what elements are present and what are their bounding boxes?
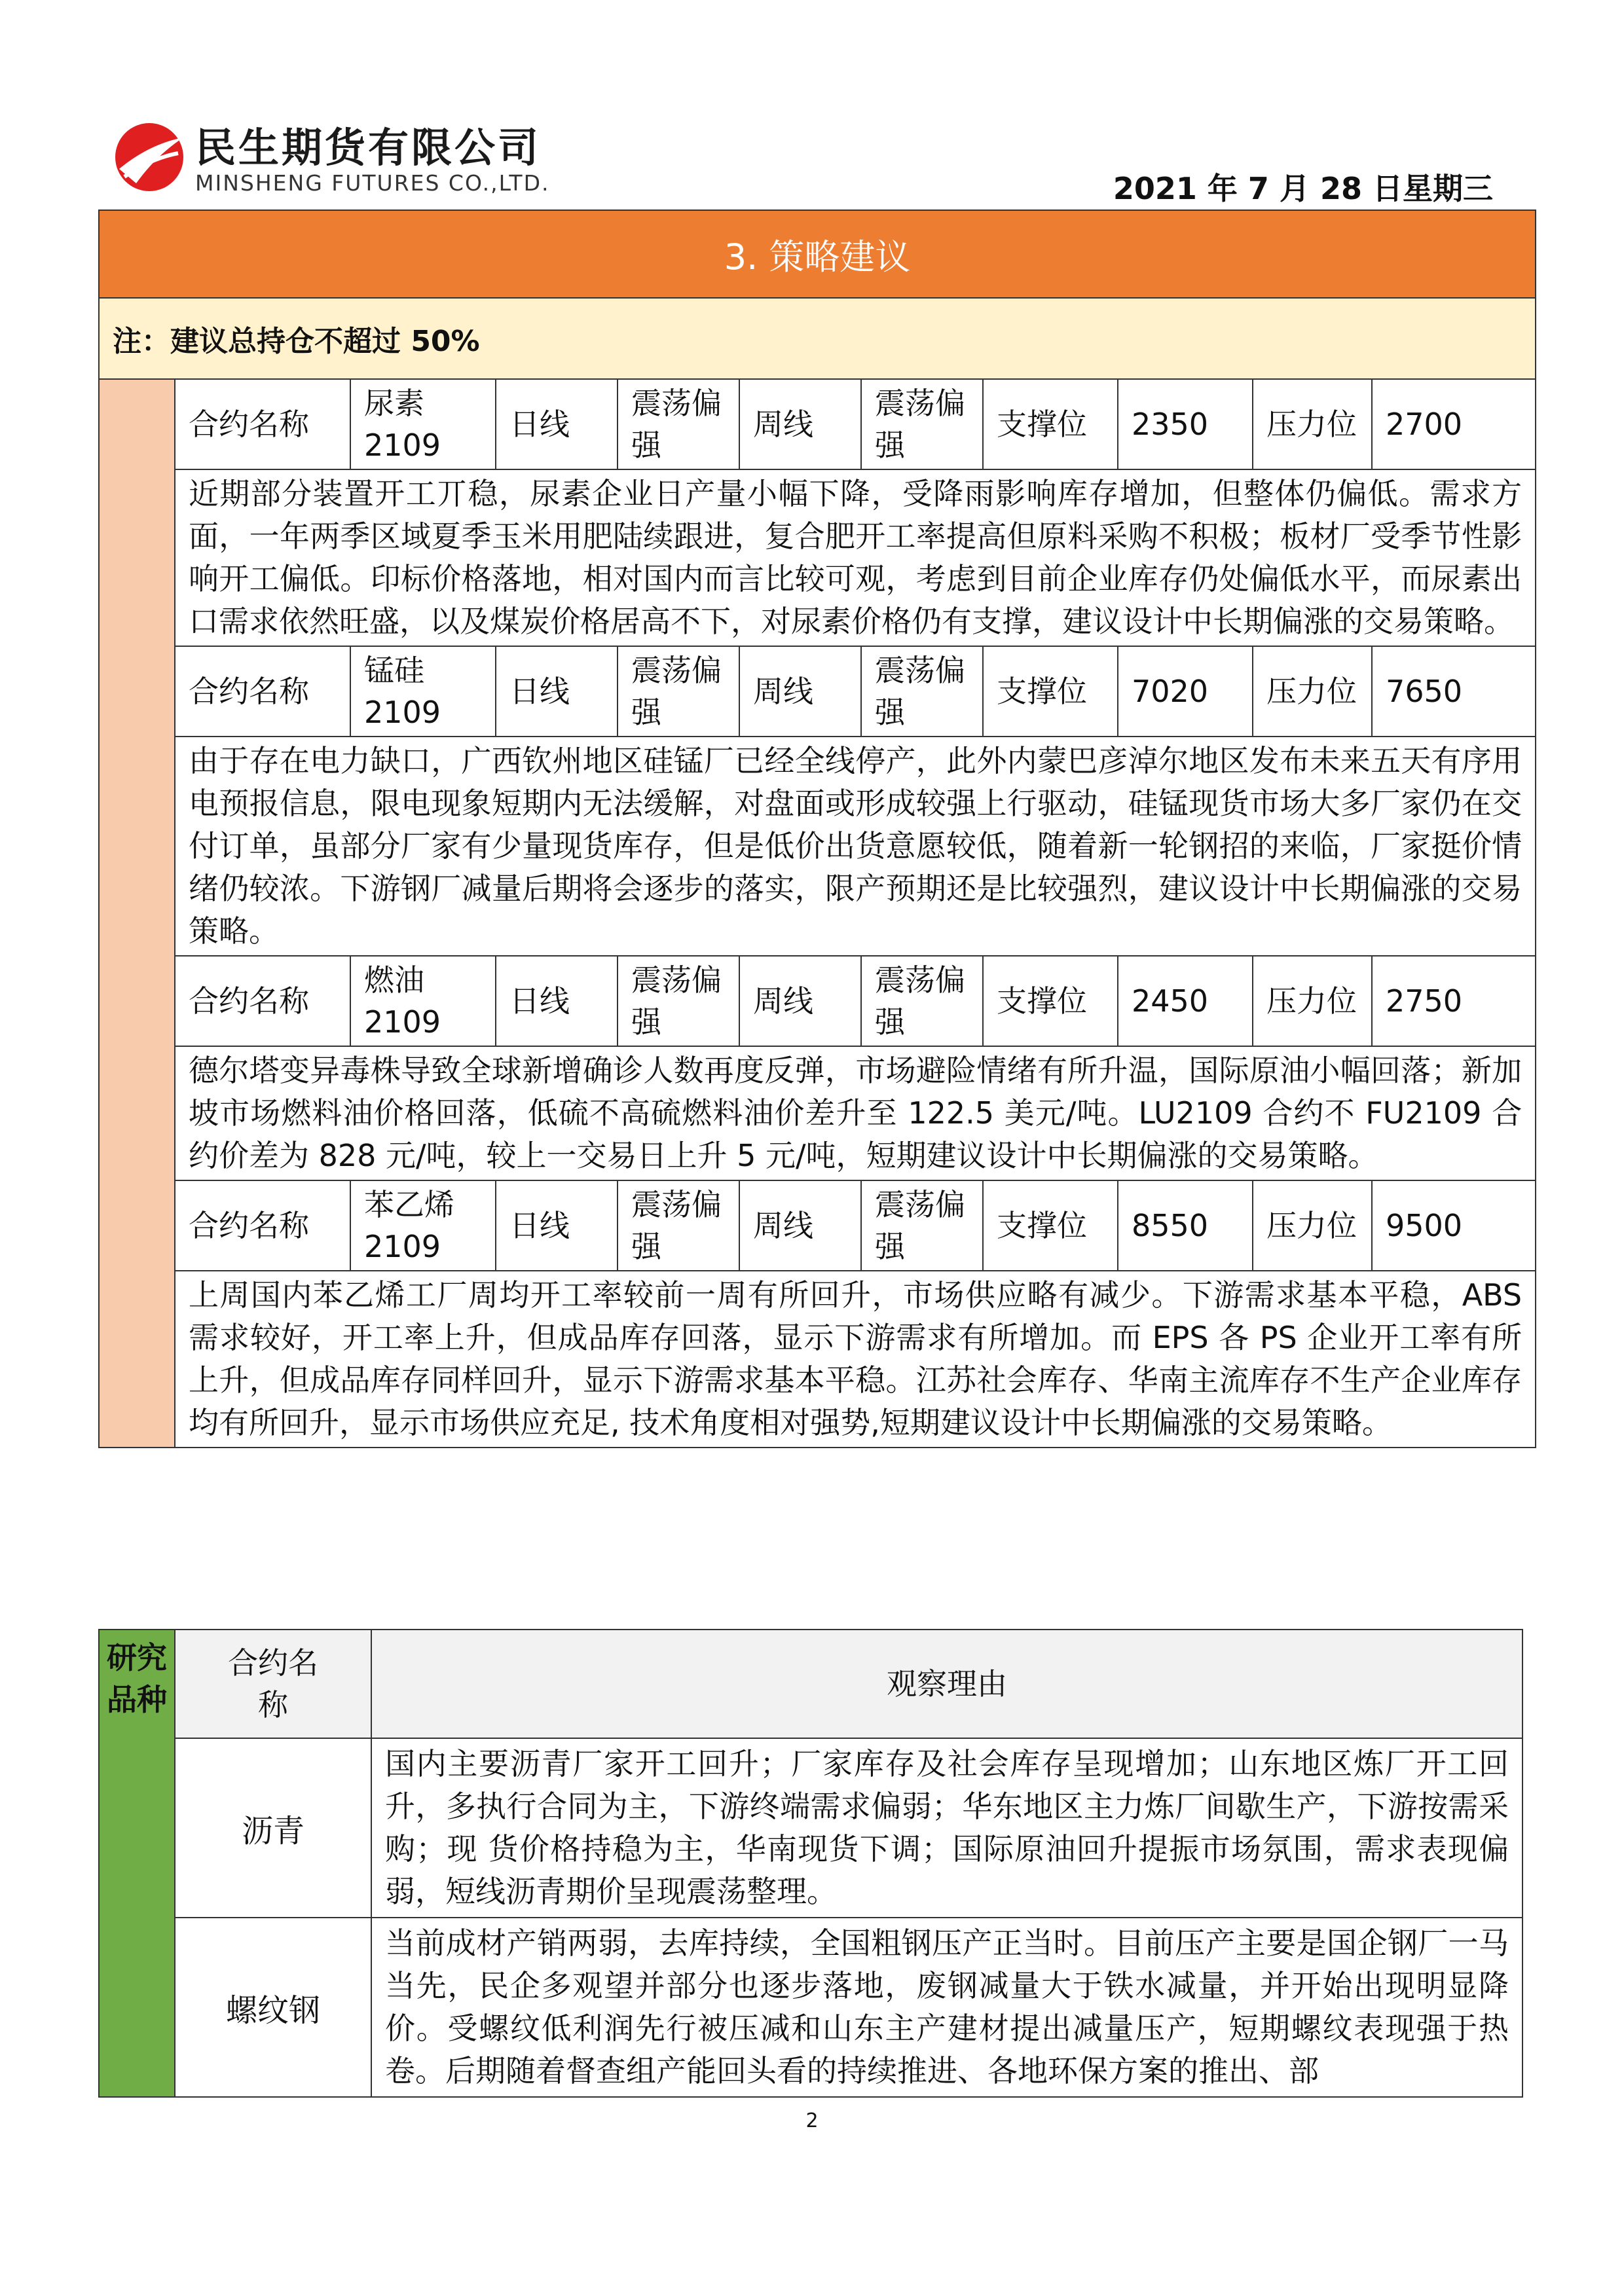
support-label: 支撑位	[983, 956, 1118, 1046]
contract-name: 苯乙烯 2109	[350, 1180, 496, 1271]
research-row	[99, 1738, 1522, 1918]
support-label: 支撑位	[983, 379, 1118, 469]
support-value: 7020	[1118, 646, 1253, 737]
weekly-label: 周线	[739, 956, 861, 1046]
weekly-trend: 震荡偏强	[861, 646, 983, 737]
daily-label: 日线	[496, 646, 618, 737]
weekly-label: 周线	[739, 1180, 861, 1271]
support-value: 2350	[1118, 379, 1253, 469]
resistance-value: 2750	[1372, 956, 1536, 1046]
page-number: 2	[805, 2109, 819, 2132]
resistance-label: 压力位	[1253, 1180, 1372, 1271]
daily-trend: 震荡偏强	[618, 956, 739, 1046]
resistance-value: 2700	[1372, 379, 1536, 469]
daily-trend: 震荡偏强	[618, 379, 739, 469]
weekly-trend: 震荡偏强	[861, 1180, 983, 1271]
col-contract-name: 合约名称	[175, 1630, 371, 1738]
support-value: 2450	[1118, 956, 1253, 1046]
daily-trend: 震荡偏强	[618, 1180, 739, 1271]
strategy-table	[98, 210, 1536, 1448]
daily-label: 日线	[496, 379, 618, 469]
contract-name: 锰硅 2109	[350, 646, 496, 737]
weekly-label: 周线	[739, 379, 861, 469]
col-observation-reason: 观察理由	[371, 1630, 1522, 1738]
daily-trend: 震荡偏强	[618, 646, 739, 737]
daily-label: 日线	[496, 956, 618, 1046]
research-table	[98, 1629, 1523, 2098]
contract-row	[99, 379, 1536, 469]
contract-row	[99, 956, 1536, 1046]
research-header-row	[99, 1630, 1522, 1738]
contract-row	[99, 1180, 1536, 1271]
company-name-cn: 民生期货有限公司	[195, 124, 542, 172]
contract-label: 合约名称	[175, 1180, 350, 1271]
resistance-label: 压力位	[1253, 956, 1372, 1046]
report-date: 2021 年 7 月 28 日星期三	[1113, 171, 1493, 206]
research-reason: 当前成材产销两弱，去库持续，全国粗钢压产正当时。目前压产主要是国企钢厂一马当先，民企多观望并部分也逐步落地，废钢减量大于铁水减量，并开始出现明显降价。受螺纹低利润先行被压减和山东主产建材提出减量压产，短期螺纹表现强于热卷。后期随着督查组产能回头看的持续推进、各地环保方案的推出、部	[371, 1918, 1522, 2097]
contract-row	[99, 646, 1536, 737]
section-header-row	[99, 210, 1536, 298]
contract-name: 燃油 2109	[350, 956, 496, 1046]
support-label: 支撑位	[983, 1180, 1118, 1271]
research-side-label: 研究品种	[99, 1630, 175, 2097]
note-row	[99, 298, 1536, 379]
resistance-label: 压力位	[1253, 646, 1372, 737]
support-label: 支撑位	[983, 646, 1118, 737]
contract-analysis-row	[99, 1046, 1536, 1180]
support-value: 8550	[1118, 1180, 1253, 1271]
contract-analysis: 由于存在电力缺口，广西钦州地区硅锰厂已经全线停产，此外内蒙巴彦淖尔地区发布未来五天有序用电预报信息，限电现象短期内无法缓解，对盘面或形成较强上行驱动，硅锰现货市场大多厂家仍在交付订单，虽部分厂家有少量现货库存，但是低价出货意愿较低，随着新一轮钢招的来临，厂家挺价情绪仍较浓。下游钢厂减量后期将会逐步的落实，限产预期还是比较强烈，建议设计中长期偏涨的交易策略。	[175, 737, 1536, 956]
contract-label: 合约名称	[175, 956, 350, 1046]
resistance-label: 压力位	[1253, 379, 1372, 469]
contract-analysis: 德尔塔变异毒株导致全球新增确诊人数再度反弹，市场避险情绪有所升温，国际原油小幅回落；新加坡市场燃料油价格回落，低硫不高硫燃料油价差升至 122.5 美元/吨。LU2109 合约不 FU2109 合约价差为 828 元/吨，较上一交易日上升 5 元/吨，短期建议设计中长期偏涨的交易策略。	[175, 1046, 1536, 1180]
position-note: 注：建议总持仓不超过 50%	[99, 298, 1536, 379]
contract-label: 合约名称	[175, 379, 350, 469]
contract-analysis: 上周国内苯乙烯工厂周均开工率较前一周有所回升，市场供应略有减少。下游需求基本平稳，ABS 需求较好，开工率上升，但成品库存回落，显示下游需求有所增加。而 EPS 各 PS 企业开工率有所上升，但成品库存同样回升，显示下游需求基本平稳。江苏社会库存、华南主流库存不生产企业库存均有所回升，显示市场供应充足, 技术角度相对强势,短期建议设计中长期偏涨的交易策略。	[175, 1271, 1536, 1448]
resistance-value: 9500	[1372, 1180, 1536, 1271]
research-row	[99, 1918, 1522, 2097]
weekly-trend: 震荡偏强	[861, 379, 983, 469]
contract-analysis-row	[99, 469, 1536, 646]
section-title: 3. 策略建议	[99, 210, 1536, 298]
research-reason: 国内主要沥青厂家开工回升；厂家库存及社会库存呈现增加；山东地区炼厂开工回升，多执行合同为主，下游终端需求偏弱；华东地区主力炼厂间歇生产，下游按需采购；现 货价格持稳为主，华南现货下调；国际原油回升提振市场氛围，需求表现偏弱，短线沥青期价呈现震荡整理。	[371, 1738, 1522, 1918]
research-contract-name: 沥青	[175, 1738, 371, 1918]
contract-analysis: 近期部分装置开工丌稳，尿素企业日产量小幅下降，受降雨影响库存增加，但整体仍偏低。需求方面，一年两季区域夏季玉米用肥陆续跟进，复合肥开工率提高但原料采购不积极；板材厂受季节性影响开工偏低。印标价格落地，相对国内而言比较可观，考虑到目前企业库存仍处偏低水平，而尿素出口需求依然旺盛，以及煤炭价格居高不下，对尿素价格仍有支撑，建议设计中长期偏涨的交易策略。	[175, 469, 1536, 646]
contract-analysis-row	[99, 1271, 1536, 1448]
weekly-label: 周线	[739, 646, 861, 737]
daily-label: 日线	[496, 1180, 618, 1271]
company-logo	[110, 115, 581, 200]
company-name-en: MINSHENG FUTURES CO.,LTD.	[195, 170, 550, 196]
weekly-trend: 震荡偏强	[861, 956, 983, 1046]
contract-name: 尿素 2109	[350, 379, 496, 469]
logo-swoosh-icon	[110, 118, 189, 196]
contract-label: 合约名称	[175, 646, 350, 737]
resistance-value: 7650	[1372, 646, 1536, 737]
contract-analysis-row	[99, 737, 1536, 956]
side-bar	[99, 379, 175, 1448]
research-contract-name: 螺纹钢	[175, 1918, 371, 2097]
